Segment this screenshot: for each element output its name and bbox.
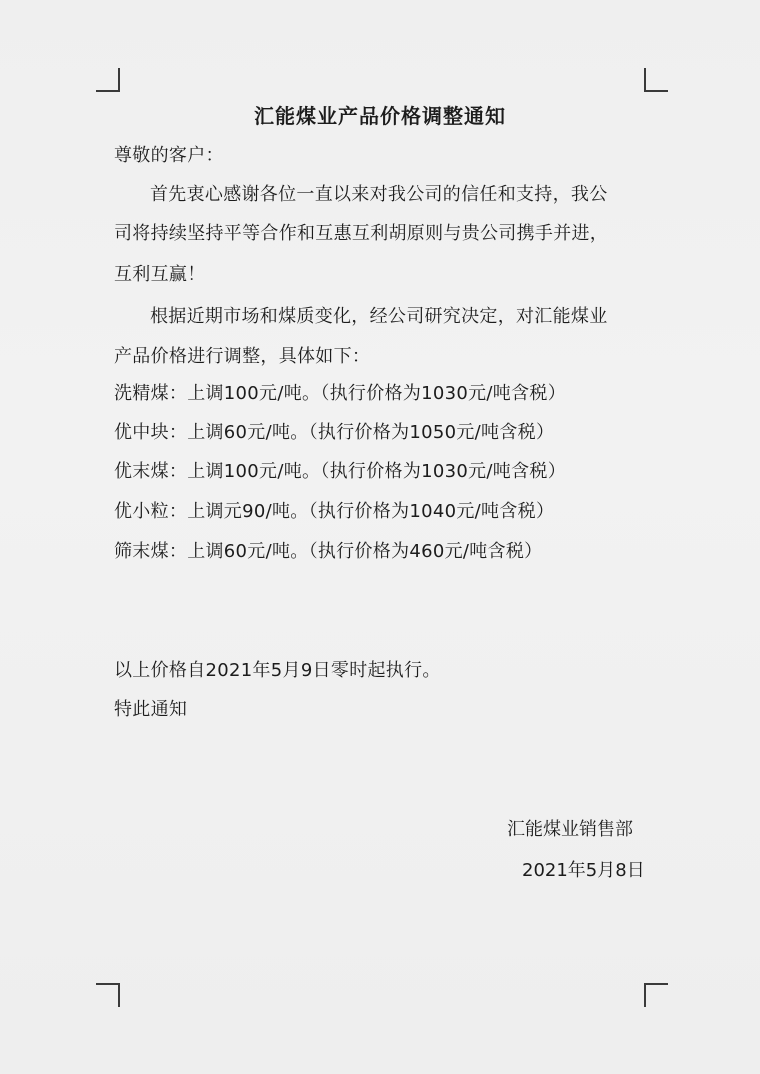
date: 2021年5月8日	[522, 860, 645, 881]
paragraph2-line1: 根据近期市场和煤质变化，经公司研究决定，对汇能煤业	[150, 306, 608, 327]
effective-note: 以上价格自2021年5月9日零时起执行。	[114, 660, 441, 681]
paragraph1-line2: 司将持续坚持平等合作和互惠互利胡原则与贵公司携手并进，	[114, 223, 609, 244]
crop-mark-top-left	[96, 68, 120, 92]
price-item-youxiaoli: 优小粒：上调元90/吨。（执行价格为1040元/吨含税）	[114, 501, 555, 522]
closing-text: 特此通知	[114, 699, 188, 720]
signature: 汇能煤业销售部	[507, 819, 633, 840]
paragraph2-line2: 产品价格进行调整，具体如下：	[114, 346, 371, 367]
price-item-xijingmei: 洗精煤：上调100元/吨。（执行价格为1030元/吨含税）	[114, 383, 566, 404]
crop-mark-bottom-right	[644, 983, 668, 1007]
price-item-youmomei: 优末煤：上调100元/吨。（执行价格为1030元/吨含税）	[114, 461, 566, 482]
crop-mark-bottom-left	[96, 983, 120, 1007]
price-item-shaimomei: 筛末煤：上调60元/吨。（执行价格为460元/吨含税）	[114, 541, 543, 562]
greeting: 尊敬的客户：	[114, 145, 224, 166]
crop-mark-top-right	[644, 68, 668, 92]
price-item-youzhongkuai: 优中块：上调60元/吨。（执行价格为1050元/吨含税）	[114, 422, 555, 443]
paragraph1-line3: 互利互赢！	[114, 264, 206, 285]
paragraph1-line1: 首先衷心感谢各位一直以来对我公司的信任和支持，我公	[150, 184, 608, 205]
notice-title: 汇能煤业产品价格调整通知	[254, 104, 506, 128]
